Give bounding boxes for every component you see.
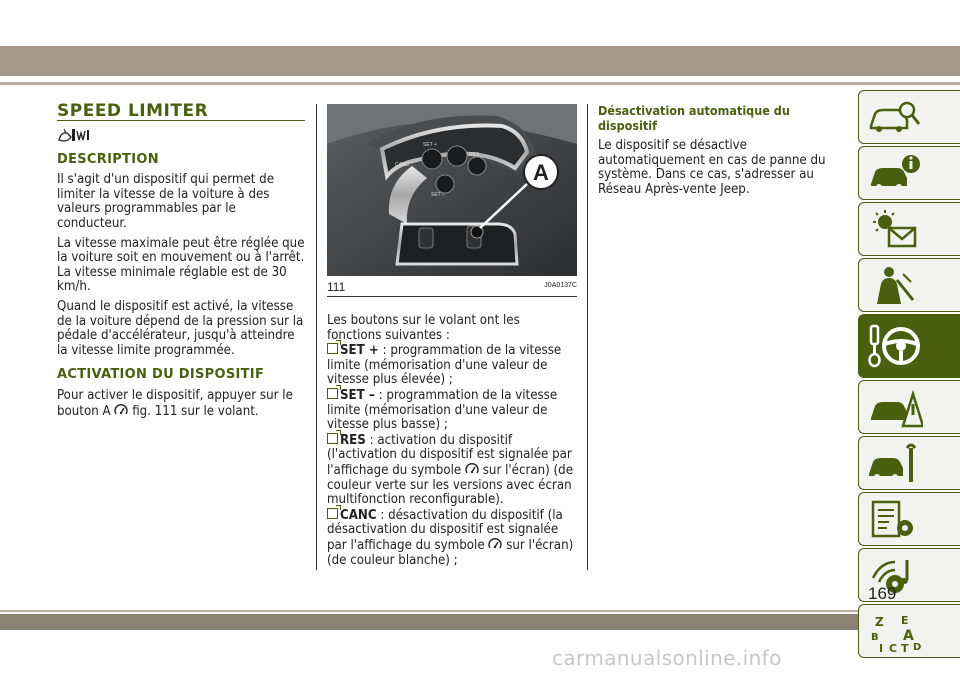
bullet-icon <box>327 508 338 519</box>
warning-lights-mail-icon <box>867 208 923 252</box>
speed-limiter-icon <box>57 127 91 143</box>
caption-rule <box>327 296 577 297</box>
svg-text:A: A <box>903 628 914 644</box>
description-paragraph-3: Quand le dispositif est activé, la vitesse de la voiture dépend de la pression sur la pédale d'accélérateur, jusqu'à atteindre la vitesse limite programmée. <box>57 298 304 358</box>
tab-car-info[interactable] <box>858 146 960 200</box>
deactivation-paragraph: Le dispositif se désactive automatiquement en cas de panne du système. Dans ce cas, s'adresser au Réseau Après-vente Jeep. <box>598 138 826 197</box>
column-divider-1 <box>316 104 317 570</box>
car-search-icon <box>867 96 923 140</box>
svg-text:I: I <box>879 642 884 654</box>
footer-rule <box>0 610 960 612</box>
button-set-minus-label: SET – <box>431 192 445 198</box>
svg-text:Z: Z <box>875 615 884 629</box>
description-heading: DESCRIPTION <box>57 151 159 167</box>
tab-car-search[interactable] <box>858 90 960 144</box>
button-desc-set-plus: : programmation de la vitesse limite (mémorisation d'une valeur de vitesse plus élevée) ; <box>327 343 562 388</box>
callout-label: A <box>533 160 549 185</box>
button-set-plus-label: SET + <box>423 142 437 148</box>
tab-alphabet-index[interactable] <box>858 604 960 658</box>
figure-code: J0A0137C <box>544 282 577 289</box>
button-canc-label: CANC <box>395 162 410 168</box>
list-item <box>327 343 577 388</box>
buttons-intro: Les boutons sur le volant ont les fonctions suivantes : <box>327 313 520 343</box>
svg-text:C: C <box>889 642 898 654</box>
button-key-res: RES <box>340 432 366 448</box>
speed-limiter-symbol <box>57 127 305 143</box>
figure-reference-link[interactable]: fig. 111 sur le volant. <box>132 403 259 419</box>
tab-person-seat[interactable] <box>858 258 960 312</box>
svg-text:T: T <box>901 642 909 654</box>
speedometer-icon <box>114 404 128 416</box>
activation-text-a: Pour activer le dispositif, appuyer sur le bouton A <box>57 387 293 419</box>
button-desc-canc-b: sur l'écran) (de couleur blanche) ; <box>327 537 574 568</box>
figure-number: 111 <box>327 280 346 294</box>
page-number: 169 <box>868 584 897 603</box>
column-divider-2 <box>587 104 588 570</box>
tab-car-wrench[interactable] <box>858 436 960 490</box>
tab-key-steering-wheel[interactable] <box>858 314 960 378</box>
activation-heading: ACTIVATION DU DISPOSITIF <box>57 367 265 383</box>
bullet-icon <box>327 343 338 354</box>
alphabet-index-icon <box>867 610 923 654</box>
person-seat-icon <box>867 264 923 308</box>
bullet-icon <box>327 388 338 399</box>
list-item <box>327 388 577 433</box>
header-rule <box>0 82 960 85</box>
car-breakdown-icon <box>867 386 923 430</box>
description-paragraph-1: Il s'agit d'un dispositif qui permet de limiter la vitesse de la voiture à des valeurs programmables par le conducteur. <box>57 172 274 231</box>
speedometer-icon <box>465 463 479 475</box>
specs-gear-icon <box>867 498 923 542</box>
svg-text:D: D <box>913 642 922 653</box>
column-3 <box>598 104 830 203</box>
button-desc-canc-a: : désactivation du dispositif (la désactivation du dispositif est signalée par l'affichage du symbole <box>327 507 563 553</box>
key-steering-wheel-icon <box>867 320 923 370</box>
button-desc-set-minus: : programmation de la vitesse limite (mémorisation d'une valeur de vitesse plus basse) ; <box>327 387 558 433</box>
figure-caption <box>327 280 577 294</box>
button-key-set-plus: SET + <box>340 343 379 359</box>
button-desc-res-a: : activation du dispositif (l'activation du dispositif est signalée par l'affichage du symbole <box>327 432 572 478</box>
deactivation-heading: Désactivation automatique du dispositif <box>598 103 790 133</box>
list-item <box>327 433 577 508</box>
button-key-set-minus: SET – <box>340 387 375 403</box>
tab-car-breakdown[interactable] <box>858 380 960 434</box>
bullet-icon <box>327 433 338 444</box>
svg-text:B: B <box>871 632 879 643</box>
footer-band <box>0 614 960 630</box>
activation-paragraph <box>57 389 305 419</box>
section-title: SPEED LIMITER <box>57 104 305 121</box>
car-wrench-icon <box>867 442 923 486</box>
car-info-icon <box>867 152 923 196</box>
header-band <box>0 46 960 76</box>
button-res-label: RES <box>469 152 480 158</box>
tab-warning-lights[interactable] <box>858 202 960 256</box>
speedometer-icon <box>488 538 502 550</box>
description-paragraph-2: La vitesse maximale peut être réglée que la voiture soit en mouvement ou à l'arrêt. La vitesse minimale réglable est de 30 km/h. <box>57 235 305 295</box>
steering-wheel-illustration <box>327 104 577 276</box>
svg-text:E: E <box>901 614 909 627</box>
button-desc-res-b: sur l'écran) (de couleur verte sur les versions avec écran multifonction reconfigurable). <box>327 462 574 508</box>
column-1 <box>57 101 305 424</box>
watermark[interactable]: carmanualsonline.info <box>552 646 782 670</box>
steering-wheel-photo <box>327 104 577 276</box>
list-item <box>327 508 577 568</box>
tab-specs[interactable] <box>858 492 960 546</box>
button-key-canc: CANC <box>340 507 377 523</box>
column-2 <box>327 314 577 568</box>
